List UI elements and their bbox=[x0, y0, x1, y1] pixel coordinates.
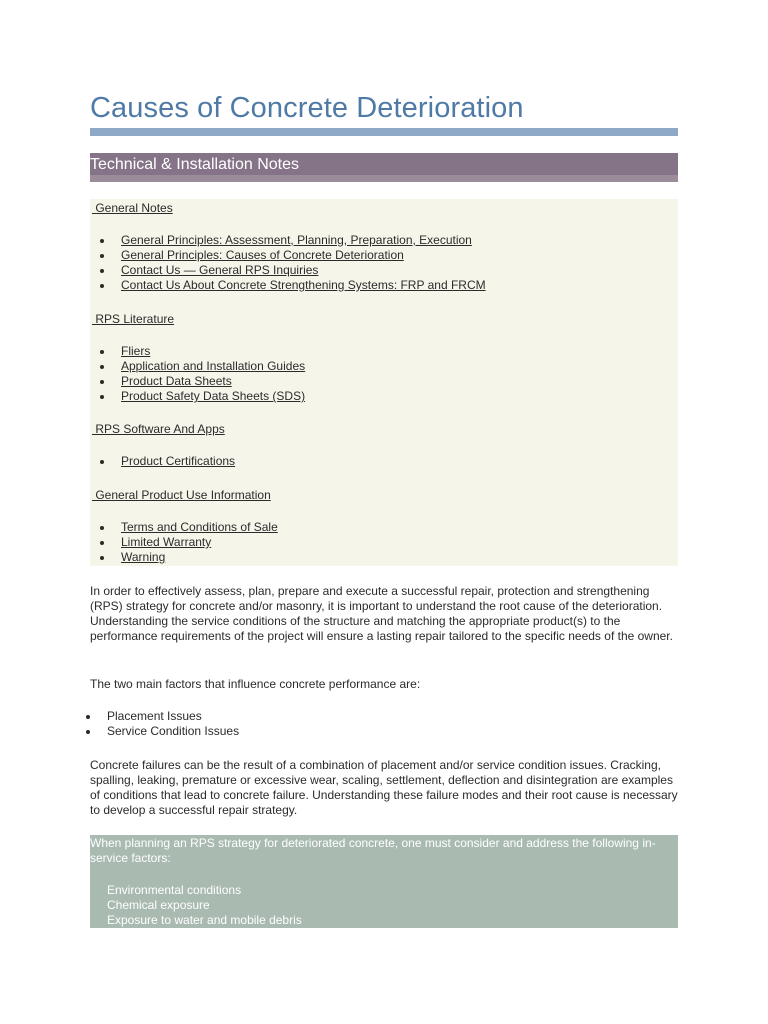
page-title: Causes of Concrete Deterioration bbox=[90, 92, 524, 124]
list-item: Exposure to water and mobile debris bbox=[86, 913, 302, 928]
general-notes-list bbox=[100, 233, 486, 293]
title-divider bbox=[90, 128, 678, 136]
callout-text: When planning an RPS strategy for deteriorated concrete, one must consider and address the following in-service factors: bbox=[90, 836, 656, 865]
factors-list bbox=[86, 709, 239, 739]
list-item bbox=[100, 389, 305, 404]
intro-paragraph: In order to effectively assess, plan, prepare and execute a successful repair, protection and strengthening (RPS) strategy for concrete and/or masonry, it is important to understand the root cause of the deterioration. Understanding the service conditions of the structure and matching the appropriate product(s) to the performance requirements of the project will ensure a lasting repair tailored to the specific needs of the owner. bbox=[90, 584, 673, 643]
list-item: Placement Issues bbox=[86, 709, 239, 724]
list-item bbox=[100, 278, 486, 293]
link-product-data-sheets[interactable]: Product Data Sheets bbox=[121, 374, 232, 388]
rps-literature-list bbox=[100, 344, 305, 404]
link-safety-data-sheets[interactable]: Product Safety Data Sheets (SDS) bbox=[121, 389, 306, 403]
section-header-strip bbox=[90, 175, 678, 182]
in-service-factors-callout bbox=[90, 835, 678, 928]
list-item: Chemical exposure bbox=[86, 898, 302, 913]
group-label-general-notes[interactable]: General Notes bbox=[92, 201, 173, 215]
factors-intro: The two main factors that influence concrete performance are: bbox=[90, 677, 421, 691]
link-limited-warranty[interactable]: Limited Warranty bbox=[121, 535, 212, 549]
link-product-certifications[interactable]: Product Certifications bbox=[121, 454, 236, 468]
list-item bbox=[100, 233, 486, 248]
link-terms-conditions[interactable]: Terms and Conditions of Sale bbox=[121, 520, 278, 534]
section-header-title: Technical & Installation Notes bbox=[90, 156, 299, 173]
list-item bbox=[100, 344, 305, 359]
failures-paragraph: Concrete failures can be the result of a combination of placement and/or service condition issues. Cracking, spalling, leaking, premature or excessive wear, scaling, settlement, deflection and disintegration are examples of conditions that lead to concrete failure. Understanding these failure modes and their root cause is necessary to develop a successful repair strategy. bbox=[90, 758, 678, 817]
list-item bbox=[100, 520, 278, 535]
section-header bbox=[90, 153, 678, 182]
callout-list bbox=[86, 883, 302, 928]
list-item bbox=[100, 374, 305, 389]
list-item bbox=[100, 263, 486, 278]
link-general-principles-causes[interactable]: General Principles: Causes of Concrete Deterioration bbox=[121, 248, 404, 262]
group-label-product-use[interactable]: General Product Use Information bbox=[92, 488, 271, 502]
list-item: Environmental conditions bbox=[86, 883, 302, 898]
group-label-rps-software[interactable]: RPS Software And Apps bbox=[92, 422, 225, 436]
list-item bbox=[100, 550, 278, 565]
link-fliers[interactable]: Fliers bbox=[121, 344, 151, 358]
group-label-rps-literature[interactable]: RPS Literature bbox=[92, 312, 175, 326]
list-item bbox=[100, 359, 305, 374]
link-warning[interactable]: Warning bbox=[121, 550, 166, 564]
link-contact-strengthening-systems[interactable]: Contact Us About Concrete Strengthening Systems: FRP and FRCM bbox=[121, 278, 486, 292]
rps-software-list bbox=[100, 454, 235, 469]
list-item bbox=[100, 454, 235, 469]
list-item bbox=[100, 248, 486, 263]
link-installation-guides[interactable]: Application and Installation Guides bbox=[121, 359, 306, 373]
product-use-list bbox=[100, 520, 278, 565]
list-item bbox=[100, 535, 278, 550]
list-item: Service Condition Issues bbox=[86, 724, 239, 739]
link-general-principles-assessment[interactable]: General Principles: Assessment, Planning, Preparation, Execution bbox=[121, 233, 472, 247]
link-contact-general-inquiries[interactable]: Contact Us — General RPS Inquiries bbox=[121, 263, 319, 277]
